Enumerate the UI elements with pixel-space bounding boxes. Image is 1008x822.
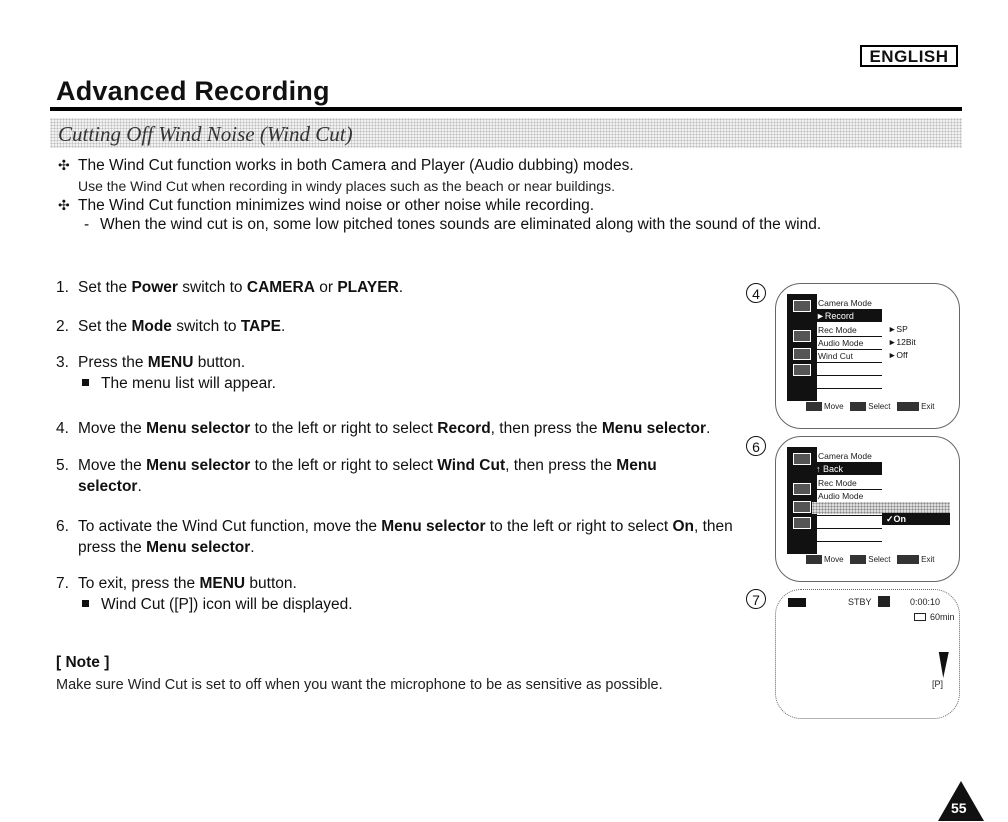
step-text: to the left or right to select <box>250 457 438 474</box>
step-bold: MENU <box>199 575 246 592</box>
intro-bullet-1 <box>58 157 634 175</box>
screen-6-number: 6 <box>746 436 766 456</box>
section-title: Cutting Off Wind Noise (Wind Cut) <box>58 122 353 146</box>
on-option-highlight: ✓On <box>882 513 950 525</box>
step-text: switch to <box>177 279 247 296</box>
step-text: to the left or right to select <box>250 420 438 437</box>
menu-record-highlight: ►Record <box>812 310 882 322</box>
time-counter: 0:00:10 <box>910 597 941 607</box>
language-badge: ENGLISH <box>860 45 958 67</box>
step-bold: Menu selector <box>146 457 251 474</box>
square-bullet-icon <box>82 379 89 386</box>
step-6-continuation <box>56 537 733 558</box>
divider <box>812 388 882 389</box>
step-7 <box>56 573 297 594</box>
menu-camera-mode: Camera Mode <box>818 451 872 461</box>
step-text: or <box>314 279 338 296</box>
step-bold: Power <box>131 279 178 296</box>
select-label: Select <box>868 402 891 411</box>
step-number: 2. <box>56 318 69 335</box>
note-text: Make sure Wind Cut is set to off when you want the microphone to be as sensitive as possible. <box>56 677 663 693</box>
tape-remaining-icon <box>914 613 926 621</box>
title-rule <box>50 107 962 111</box>
intro-bullet-2-sub <box>78 216 821 234</box>
step-text: Press the <box>78 354 148 371</box>
intro-bullet-2-text: The Wind Cut function minimizes wind noise or other noise while recording. <box>78 197 595 214</box>
menu-rec-mode: Rec Mode <box>818 325 857 335</box>
step-text: To exit, press the <box>78 575 200 592</box>
step-text: , then press the <box>505 457 617 474</box>
step-text: . <box>398 279 404 296</box>
wind-cut-icon: [P] <box>174 596 194 613</box>
move-key-icon <box>806 402 822 411</box>
step-text: Set the <box>78 318 132 335</box>
step-bold: TAPE <box>240 318 282 335</box>
menu-wind-cut: Wind Cut <box>818 351 853 361</box>
step-bold: On <box>672 518 694 535</box>
step-text: . <box>706 420 711 437</box>
rec-mode-value: ►SP <box>888 324 908 334</box>
camera-icon <box>793 300 811 312</box>
audio-icon <box>793 501 811 513</box>
step-bold: Wind Cut <box>437 457 506 474</box>
step-2 <box>56 316 285 337</box>
exit-label: Exit <box>921 402 935 411</box>
screen-7-number: 7 <box>746 589 766 609</box>
menu-audio-mode: Audio Mode <box>818 338 864 348</box>
step-text: , then <box>694 518 733 535</box>
step-bold: Menu selector <box>601 420 707 437</box>
step-number: 7. <box>56 575 69 592</box>
menu-footer <box>806 555 934 564</box>
step-bold: CAMERA <box>246 279 315 296</box>
display-icon <box>793 364 811 376</box>
step-sub-text: The menu list will appear. <box>101 375 276 392</box>
step-bold: Menu selector <box>146 539 251 556</box>
select-key-icon <box>850 402 866 411</box>
step-text: Move the <box>78 420 147 437</box>
intro-bullet-1-sub: Use the Wind Cut when recording in windy places such as the beach or near buildings. <box>78 178 615 194</box>
page-title: Advanced Recording <box>56 76 330 106</box>
divider <box>812 528 882 529</box>
screen-7-display <box>775 589 960 719</box>
step-1 <box>56 277 403 298</box>
step-text: button. <box>245 575 297 592</box>
step-bold: Menu selector <box>146 420 251 437</box>
menu-key-icon <box>897 555 919 564</box>
step-bold: MENU <box>147 354 194 371</box>
step-6 <box>56 516 733 558</box>
step-bold: PLAYER <box>337 279 399 296</box>
menu-key-icon <box>897 402 919 411</box>
square-bullet-icon <box>82 600 89 607</box>
record-icon <box>793 483 811 495</box>
step-7-sub <box>78 596 353 614</box>
intro-bullet-1-text: The Wind Cut function works in both Camera and Player (Audio dubbing) modes. <box>78 157 634 174</box>
step-number: 5. <box>56 457 69 474</box>
bullet-mark-icon: ✣ <box>58 197 70 213</box>
wind-cut-value: ►Off <box>888 350 908 360</box>
step-text: Move the <box>78 457 147 474</box>
step-3 <box>56 352 245 373</box>
record-icon <box>793 330 811 342</box>
page-number: 55 <box>951 800 967 816</box>
divider <box>812 362 882 363</box>
step-number: 1. <box>56 279 69 296</box>
step-5-continuation <box>56 476 657 497</box>
step-5 <box>56 455 657 497</box>
bullet-mark-icon: ✣ <box>58 157 70 173</box>
audio-mode-value: ►12Bit <box>888 337 916 347</box>
move-label: Move <box>824 555 844 564</box>
step-text: switch to <box>171 318 241 335</box>
menu-camera-mode: Camera Mode <box>818 298 872 308</box>
exit-label: Exit <box>921 555 935 564</box>
move-label: Move <box>824 402 844 411</box>
tape-icon <box>878 596 890 607</box>
step-text: , then press the <box>490 420 602 437</box>
step-text: to the left or right to select <box>485 518 673 535</box>
step-bold: Mode <box>131 318 172 335</box>
step-bold: selector <box>78 478 138 495</box>
battery-icon <box>788 598 806 607</box>
step-text: . <box>250 539 255 556</box>
step-text: press the <box>78 539 147 556</box>
note-heading: [ Note ] <box>56 654 110 671</box>
screen-4-number: 4 <box>746 283 766 303</box>
move-key-icon <box>806 555 822 564</box>
step-text: button. <box>193 354 246 371</box>
step-sub-text: Wind Cut ( <box>101 596 175 613</box>
stby-label: STBY <box>848 597 872 607</box>
step-bold: Menu <box>616 457 657 474</box>
menu-rec-mode: Rec Mode <box>818 478 857 488</box>
remaining-time: 60min <box>930 612 955 622</box>
menu-footer <box>806 402 934 411</box>
step-number: 4. <box>56 420 69 437</box>
screen-6-menu <box>775 436 960 582</box>
pointer-arrow-icon <box>933 652 949 678</box>
camera-icon <box>793 453 811 465</box>
step-sub-text: ) icon will be displayed. <box>193 596 353 613</box>
step-text: To activate the Wind Cut function, move the <box>78 518 382 535</box>
step-text: . <box>281 318 286 335</box>
audio-icon <box>793 348 811 360</box>
menu-back-highlight: ↑ Back <box>812 463 882 475</box>
intro-bullet-2-sub-text: When the wind cut is on, some low pitched tones sounds are eliminated along with the sound of the wind. <box>100 216 822 233</box>
step-3-sub <box>78 375 276 393</box>
step-bold: Menu selector <box>381 518 486 535</box>
select-label: Select <box>868 555 891 564</box>
divider <box>812 541 882 542</box>
step-bold: Record <box>437 420 491 437</box>
step-text: Set the <box>78 279 132 296</box>
divider <box>812 375 882 376</box>
dash-mark: - <box>84 216 90 233</box>
step-4 <box>56 418 710 439</box>
divider <box>812 515 882 516</box>
select-key-icon <box>850 555 866 564</box>
screen-4-menu <box>775 283 960 429</box>
step-number: 3. <box>56 354 69 371</box>
wind-cut-osd-icon: [P] <box>932 679 944 689</box>
display-icon <box>793 517 811 529</box>
step-number: 6. <box>56 518 69 535</box>
menu-audio-mode: Audio Mode <box>818 491 864 501</box>
step-text: . <box>137 478 142 495</box>
intro-bullet-2 <box>58 197 594 215</box>
